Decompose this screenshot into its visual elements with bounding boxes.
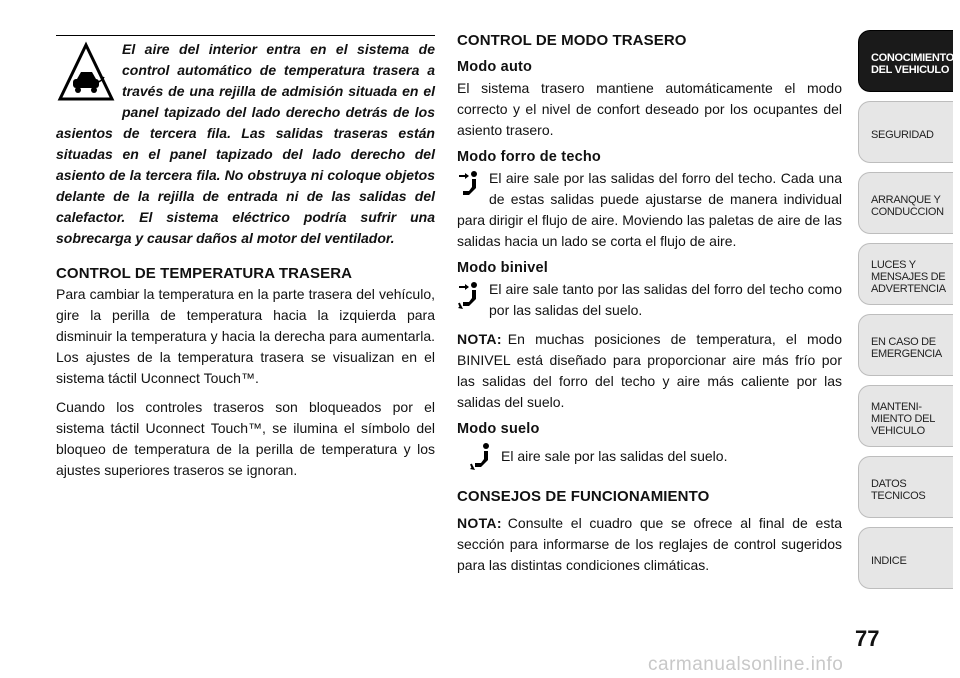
section-tabs bbox=[858, 30, 953, 598]
floor-mode-block bbox=[457, 440, 842, 472]
note-1-label: NOTA: bbox=[457, 331, 502, 347]
ceiling-mode-title: Modo forro de techo bbox=[457, 149, 601, 165]
tab-label: SEGURIDAD bbox=[871, 129, 934, 141]
bilevel-mode-title: Modo binivel bbox=[457, 260, 549, 276]
auto-mode-title: Modo auto bbox=[457, 59, 533, 75]
rear-temperature-heading: CONTROL DE TEMPERATURA TRASERA bbox=[56, 265, 353, 282]
tab-label: LUCES Y MENSAJES DE ADVERTENCIA bbox=[871, 259, 946, 295]
tab-indice[interactable] bbox=[858, 527, 953, 589]
tab-label: CONOCIMIENTO DEL VEHICULO bbox=[871, 52, 954, 76]
tab-label: EN CASO DE EMERGENCIA bbox=[871, 336, 942, 360]
tab-mantenimiento[interactable] bbox=[858, 385, 953, 447]
ceiling-mode-block bbox=[457, 168, 842, 252]
watermark: carmanualsonline.info bbox=[648, 654, 844, 675]
rear-temperature-paragraph-1: Para cambiar la temperatura en la parte trasera del vehículo, gire la perilla de temperatura hacia la izquierda para disminuir la temperatura y hacia la derecha para aumentarla. Los ajustes de la temperatura trasera se visualizan en el sistema táctil Uconnect Touch™. bbox=[56, 286, 435, 386]
warning-box bbox=[56, 30, 435, 249]
floor-mode-text: El aire sale por las salidas del suelo. bbox=[501, 448, 728, 464]
note-2-label: NOTA: bbox=[457, 515, 502, 531]
tab-conocimiento[interactable] bbox=[858, 30, 953, 92]
tab-label: INDICE bbox=[871, 555, 907, 567]
rear-temperature-paragraph-2: Cuando los controles traseros son bloqueados por el sistema táctil Uconnect Touch™, se ilumina el símbolo del bloqueo de temperatura de la perilla de temperatura y los ajustes superiores traseros se ignoran. bbox=[56, 399, 435, 478]
bilevel-mode-icon bbox=[457, 281, 483, 311]
page-number: 77 bbox=[855, 626, 880, 651]
tab-arranque[interactable] bbox=[858, 172, 953, 234]
tab-label: DATOS TECNICOS bbox=[871, 478, 926, 502]
warning-text: El aire del interior entra en el sistema de control automático de temperatura trasera a través de una rejilla de admisión situada en el panel tapizado del lado derecho detrás de los asientos de tercera fila. Las salidas traseras están situadas en el panel tapizado del lado derecho del asiento de la tercera fila. No obstruya ni coloque objetos delante de la rejilla de entrada ni de las salidas del calefactor. El sistema eléctrico podría sufrir una sobrecarga y causar daños al motor del ventilador. bbox=[56, 41, 435, 246]
rear-mode-heading: CONTROL DE MODO TRASERO bbox=[457, 32, 687, 49]
tab-emergencia[interactable] bbox=[858, 314, 953, 376]
tab-datos[interactable] bbox=[858, 456, 953, 518]
auto-mode-text: El sistema trasero mantiene automáticamente el modo correcto y el nivel de confort deseado por los ocupantes del asiento trasero. bbox=[457, 80, 842, 138]
note-1-text: En muchas posiciones de temperatura, el modo BINIVEL está diseñado para proporcionar aire más frío por las salidas del forro del techo y aire más caliente por las salidas del suelo. bbox=[457, 331, 842, 410]
ceiling-mode-text: El aire sale por las salidas del forro del techo. Cada una de estas salidas puede ajustarse de manera individual para dirigir el flujo de aire. Moviendo las paletas de aire de las salidas hacia un lado se corta el flujo de aire. bbox=[457, 170, 842, 249]
note-2 bbox=[457, 513, 842, 576]
warning-triangle-icon bbox=[56, 39, 116, 105]
note-2-text: Consulte el cuadro que se ofrece al final de esta sección para informarse de los reglajes de control sugeridos para las distintas condiciones climáticas. bbox=[457, 515, 842, 573]
ceiling-mode-icon bbox=[457, 170, 483, 200]
tab-label: MANTENI- MIENTO DEL VEHICULO bbox=[871, 401, 935, 437]
floor-mode-title: Modo suelo bbox=[457, 421, 540, 437]
warning-rule bbox=[56, 35, 435, 36]
operating-tips-heading: CONSEJOS DE FUNCIONAMIENTO bbox=[457, 488, 710, 505]
left-column bbox=[56, 30, 435, 481]
tab-seguridad[interactable] bbox=[858, 101, 953, 163]
tab-label: ARRANQUE Y CONDUCCION bbox=[871, 194, 944, 218]
bilevel-mode-block bbox=[457, 279, 842, 321]
bilevel-mode-text: El aire sale tanto por las salidas del forro del techo como por las salidas del suelo. bbox=[489, 281, 842, 318]
note-1 bbox=[457, 329, 842, 413]
tab-luces[interactable] bbox=[858, 243, 953, 305]
floor-mode-icon bbox=[469, 442, 495, 472]
right-column bbox=[457, 30, 842, 576]
